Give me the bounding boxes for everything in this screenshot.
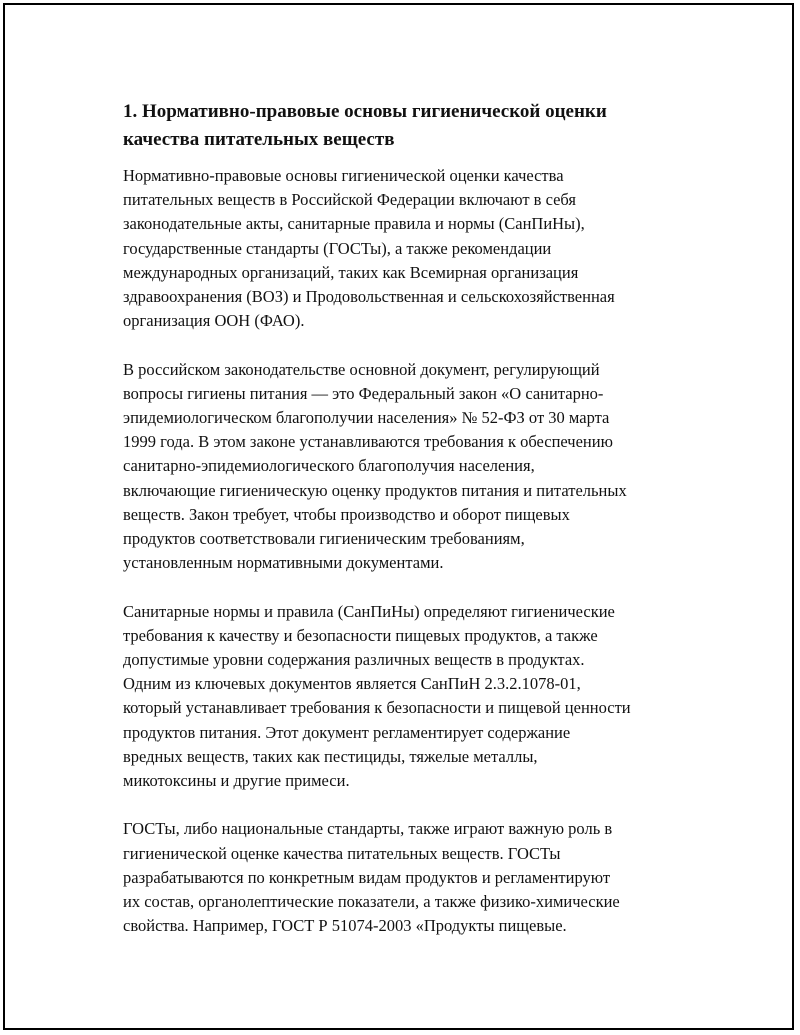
page-frame (3, 3, 794, 1030)
text-line: эпидемиологическом благополучии населения» № 52-ФЗ от 30 марта (123, 408, 610, 428)
heading-line: 1. Нормативно-правовые основы гигиенической оценки (123, 101, 607, 122)
paragraph-federal-law (123, 358, 703, 576)
text-line: гигиенической оценке качества питательных веществ. ГОСТы (123, 843, 561, 863)
text-line: санитарно-эпидемиологического благополучия населения, (123, 456, 535, 476)
text-line: питательных веществ в Российской Федерации включают в себя (123, 190, 577, 210)
text-line: который устанавливает требования к безопасности и пищевой ценности (123, 698, 631, 718)
text-line: их состав, органолептические показатели, а также физико-химические (123, 892, 620, 912)
text-line: государственные стандарты (ГОСТы), а также рекомендации (123, 238, 552, 258)
text-line: веществ. Закон требует, чтобы производство и оборот пищевых (123, 504, 570, 524)
text-line: здравоохранения (ВОЗ) и Продовольственная и сельскохозяйственная (123, 287, 615, 307)
text-line: включающие гигиеническую оценку продуктов питания и питательных (123, 480, 627, 500)
text-line: установленным нормативными документами. (123, 553, 444, 573)
text-line: международных организаций, таких как Всемирная организация (123, 262, 579, 282)
text-line: Санитарные нормы и правила (СанПиНы) определяют гигиенические (123, 601, 615, 621)
text-line: организация ООН (ФАО). (123, 311, 305, 331)
paragraph-legal-basis (123, 164, 703, 333)
text-line: законодательные акты, санитарные правила и нормы (СанПиНы), (123, 214, 585, 234)
section-heading (123, 98, 703, 154)
document-body (123, 98, 703, 963)
text-line: продуктов питания. Этот документ регламентирует содержание (123, 722, 571, 742)
text-line: Одним из ключевых документов является СанПиН 2.3.2.1078-01, (123, 674, 581, 694)
text-line: разрабатываются по конкретным видам продуктов и регламентируют (123, 867, 611, 887)
paragraph-sanpin (123, 600, 703, 794)
text-line: вопросы гигиены питания — это Федеральный закон «О санитарно- (123, 383, 604, 403)
text-line: микотоксины и другие примеси. (123, 771, 350, 791)
text-line: В российском законодательстве основной документ, регулирующий (123, 359, 600, 379)
text-line: ГОСТы, либо национальные стандарты, также играют важную роль в (123, 819, 613, 839)
text-line: продуктов соответствовали гигиеническим требованиям, (123, 529, 525, 549)
heading-line: качества питательных веществ (123, 129, 395, 150)
text-line: вредных веществ, таких как пестициды, тяжелые металлы, (123, 746, 538, 766)
paragraph-gost (123, 817, 703, 938)
text-line: свойства. Например, ГОСТ Р 51074-2003 «Продукты пищевые. (123, 916, 567, 936)
text-line: требования к качеству и безопасности пищевых продуктов, а также (123, 625, 598, 645)
text-line: Нормативно-правовые основы гигиенической оценки качества (123, 166, 564, 185)
text-line: допустимые уровни содержания различных веществ в продуктах. (123, 650, 585, 670)
text-line: 1999 года. В этом законе устанавливаются требования к обеспечению (123, 432, 613, 452)
